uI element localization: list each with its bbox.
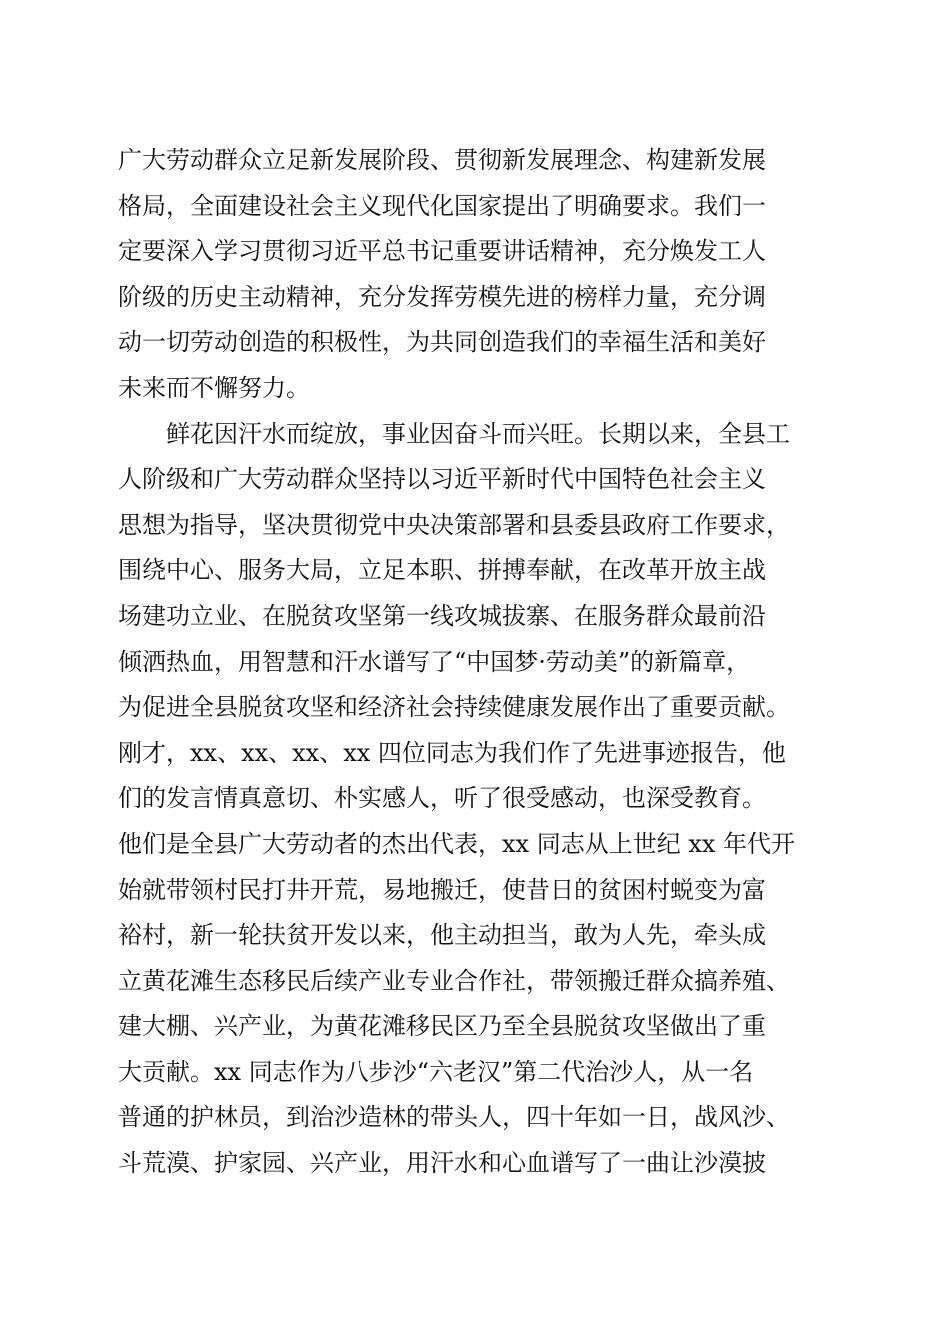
text-line-5: 动一切劳动创造的积极性，为共同创造我们的幸福生活和美好 — [118, 328, 766, 357]
text-line-3: 定要深入学习贯彻习近平总书记重要讲话精神，充分焕发工人 — [118, 237, 766, 266]
text-line-21: 大贡献。xx 同志作为八步沙“六老汉”第二代治沙人，从一名 — [118, 1057, 754, 1086]
text-line-14: 刚才，xx、xx、xx、xx 四位同志为我们作了先进事迹报告，他 — [118, 738, 786, 767]
text-line-8: 人阶级和广大劳动群众坚持以习近平新时代中国特色社会主义 — [118, 465, 766, 494]
text-line-20: 建大棚、兴产业，为黄花滩移民区乃至全县脱贫攻坚做出了重 — [118, 1012, 766, 1041]
text-line-17: 始就带领村民打井开荒，易地搬迁，使昔日的贫困村蜕变为富 — [118, 875, 766, 904]
text-line-15: 们的发言情真意切、朴实感人，听了很受感动，也深受教育。 — [118, 784, 766, 813]
text-line-6: 未来而不懈努力。 — [118, 373, 310, 402]
text-line-16: 他们是全县广大劳动者的杰出代表，xx 同志从上世纪 xx 年代开 — [118, 829, 796, 858]
text-line-7: 鲜花因汗水而绽放，事业因奋斗而兴旺。长期以来，全县工 — [166, 419, 790, 448]
text-line-4: 阶级的历史主动精神，充分发挥劳模先进的榜样力量，充分调 — [118, 282, 766, 311]
text-line-1: 广大劳动群众立足新发展阶段、贯彻新发展理念、构建新发展 — [118, 146, 766, 174]
text-line-2: 格局，全面建设社会主义现代化国家提出了明确要求。我们一 — [118, 191, 766, 220]
text-line-19: 立黄花滩生态移民后续产业专业合作社，带领搬迁群众搞养殖、 — [118, 966, 790, 995]
text-line-18: 裕村，新一轮扶贫开发以来，他主动担当，敢为人先，牵头成 — [118, 921, 766, 950]
document-body — [118, 138, 838, 1187]
text-line-12: 倾洒热血，用智慧和汗水谱写了“中国梦·劳动美”的新篇章， — [118, 647, 751, 676]
text-line-11: 场建功立业、在脱贫攻坚第一线攻城拔寨、在服务群众最前沿 — [118, 601, 766, 630]
text-line-9: 思想为指导，坚决贯彻党中央决策部署和县委县政府工作要求， — [118, 510, 790, 539]
text-line-22: 普通的护林员，到治沙造林的带头人，四十年如一日，战风沙、 — [118, 1103, 790, 1132]
text-line-13: 为促进全县脱贫攻坚和经济社会持续健康发展作出了重要贡献。 — [118, 693, 790, 722]
text-line-10: 围绕中心、服务大局，立足本职、拼搏奉献，在改革开放主战 — [118, 556, 766, 585]
text-line-23: 斗荒漠、护家园、兴产业，用汗水和心血谱写了一曲让沙漠披 — [118, 1149, 766, 1178]
